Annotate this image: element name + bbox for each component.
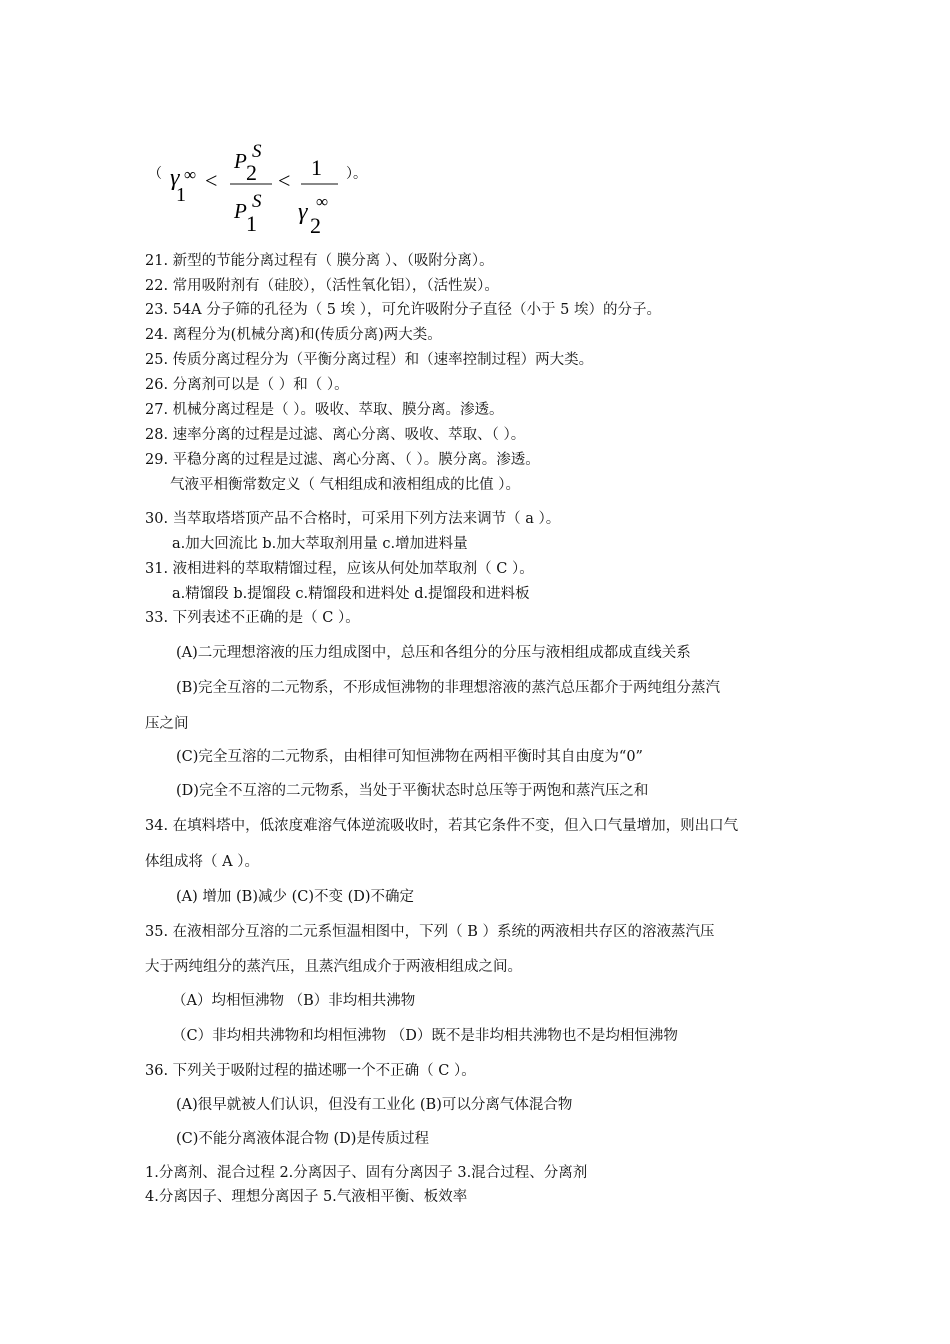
formula-p1: P (234, 199, 247, 223)
q34-line: 34. 在填料塔中，低浓度难溶气体逆流吸收时，若其它条件不变，但入口气量增加，则出口气 (145, 818, 739, 834)
q34-line-cont: 体组成将（ A ）。 (145, 854, 259, 870)
formula-gamma1-inf: ∞ (184, 165, 197, 184)
q27-line: 27. 机械分离过程是（ ）。吸收、萃取、膜分离。渗透。 (145, 402, 504, 418)
q33-option-b: (B)完全互溶的二元物系，不形成恒沸物的非理想溶液的蒸汽总压都介于两纯组分蒸汽 (176, 680, 720, 696)
formula-one: 1 (311, 155, 322, 180)
q25-line: 25. 传质分离过程分为（平衡分离过程）和（速率控制过程）两大类。 (145, 352, 594, 368)
formula-lt-1: < (205, 168, 218, 193)
q31-line: 31. 液相进料的萃取精馏过程，应该从何处加萃取剂（ C ）。 (145, 561, 534, 577)
q26-line: 26. 分离剂可以是（ ）和（ ）。 (145, 377, 349, 393)
formula-gamma2: γ (298, 199, 308, 225)
formula-open-paren: （ (148, 166, 162, 182)
q30-line: 30. 当萃取塔塔顶产品不合格时，可采用下列方法来调节（ a ）。 (145, 511, 561, 527)
q28-line: 28. 速率分离的过程是过滤、离心分离、吸收、萃取、（ ）。 (145, 427, 526, 443)
q34-options: (A) 增加 (B)减少 (C)不变 (D)不确定 (176, 889, 415, 905)
q24-line: 24. 离程分为(机械分离)和(传质分离)两大类。 (145, 327, 442, 343)
formula-p2: P (234, 149, 247, 173)
q21-line: 21. 新型的节能分离过程有（ 膜分离 ）、（吸附分离）。 (145, 253, 494, 269)
formula-svg (148, 138, 408, 238)
q35-options-cd: （C）非均相共沸物和均相恒沸物 （D）既不是非均相共沸物也不是均相恒沸物 (172, 1028, 678, 1044)
q31-options: a.精馏段 b.提馏段 c.精馏段和进料处 d.提馏段和进料板 (172, 586, 530, 602)
q33-option-b-cont: 压之间 (145, 716, 189, 732)
vle-constant-line: 气液平相衡常数定义（ 气相组成和液相组成的比值 ）。 (170, 477, 520, 493)
q33-option-d: (D)完全不互溶的二元物系，当处于平衡状态时总压等于两饱和蒸汽压之和 (176, 783, 649, 799)
q36-line: 36. 下列关于吸附过程的描述哪一个不正确（ C ）。 (145, 1063, 476, 1079)
q23-line: 23. 54A 分子筛的孔径为（ 5 埃 ），可允许吸附分子直径（小于 5 埃）的分子。 (145, 302, 661, 318)
activity-coefficient-formula (148, 138, 408, 238)
q22-line: 22. 常用吸附剂有（硅胶），（活性氧化铝），（活性炭）。 (145, 278, 499, 294)
q36-options-cd: (C)不能分离液体混合物 (D)是传质过程 (176, 1131, 429, 1147)
q29-line: 29. 平稳分离的过程是过滤、离心分离、（ ）。膜分离。渗透。 (145, 452, 540, 468)
q33-line: 33. 下列表述不正确的是（ C ）。 (145, 610, 360, 626)
formula-lt-2: < (278, 168, 291, 193)
formula-close: ）。 (346, 166, 367, 182)
q33-option-c: (C)完全互溶的二元物系，由相律可知恒沸物在两相平衡时其自由度为“0” (176, 749, 643, 765)
q36-options-ab: (A)很早就被人们认识，但没有工业化 (B)可以分离气体混合物 (176, 1097, 573, 1113)
formula-gamma2-sub: 2 (310, 213, 321, 238)
formula-gamma1-sub: 1 (176, 184, 186, 206)
answers-line-1: 1.分离剂、混合过程 2.分离因子、固有分离因子 3.混合过程、分离剂 (145, 1165, 588, 1181)
q33-option-a: (A)二元理想溶液的压力组成图中，总压和各组分的分压与液相组成都成直线关系 (176, 645, 691, 661)
q35-line: 35. 在液相部分互溶的二元系恒温相图中，下列（ B ）系统的两液相共存区的溶液蒸汽压 (145, 924, 715, 940)
formula-p2-sub: 2 (246, 160, 257, 185)
formula-gamma2-inf: ∞ (316, 192, 329, 211)
formula-p1-sub: 1 (246, 211, 257, 236)
formula-p1-sup: S (252, 191, 262, 212)
answers-line-2: 4.分离因子、理想分离因子 5.气液相平衡、板效率 (145, 1189, 468, 1205)
formula-gamma1: γ (170, 165, 180, 191)
q35-line-cont: 大于两纯组分的蒸汽压，且蒸汽组成介于两液相组成之间。 (145, 959, 522, 975)
q35-options-ab: （A）均相恒沸物 （B）非均相共沸物 (172, 993, 416, 1009)
q30-options: a.加大回流比 b.加大萃取剂用量 c.增加进料量 (172, 536, 468, 552)
formula-p2-sup: S (252, 141, 262, 162)
